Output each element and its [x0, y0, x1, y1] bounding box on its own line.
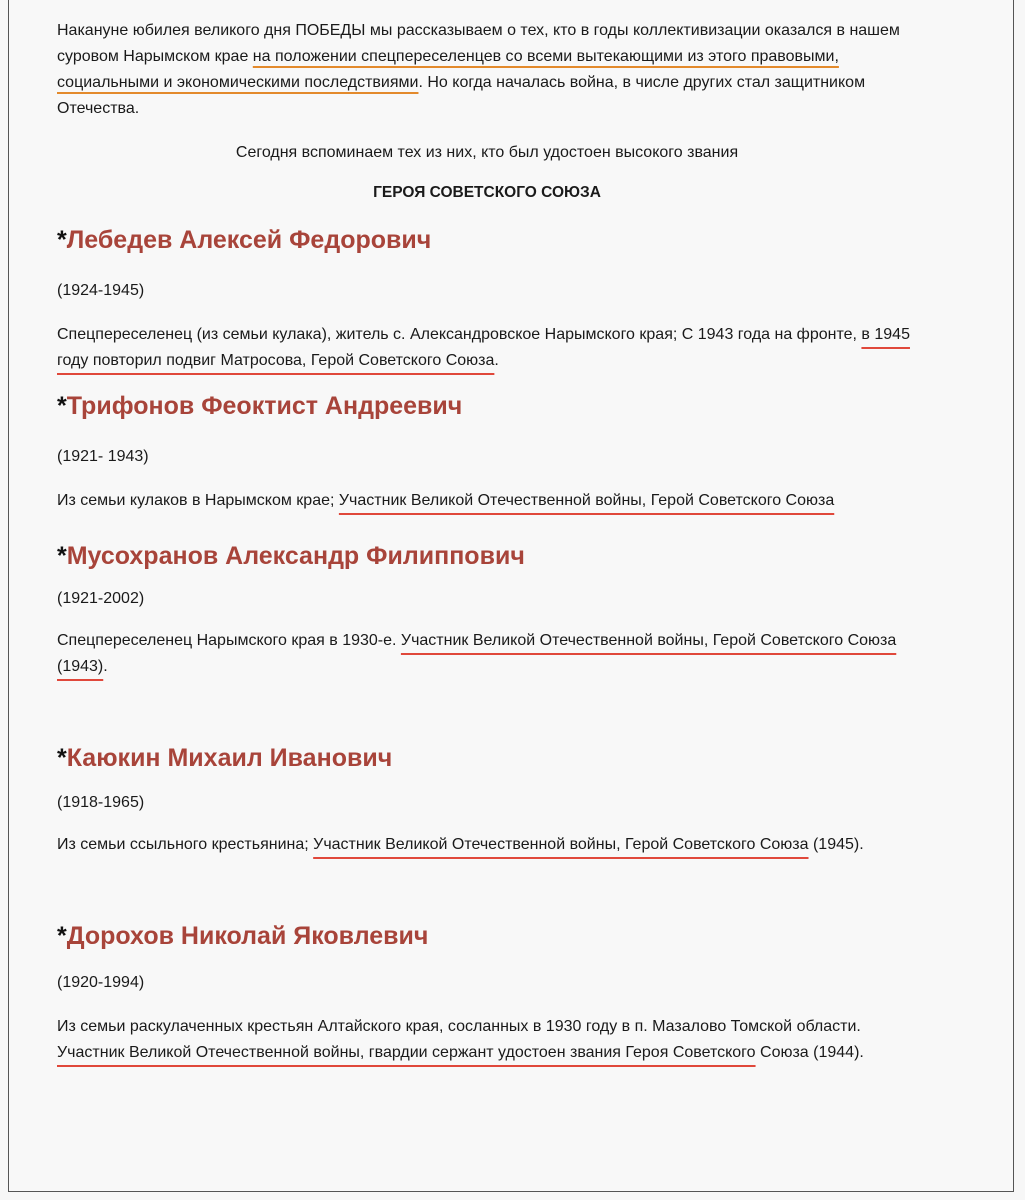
hero-bio [57, 832, 917, 858]
hero-bio-text: Из семьи раскулаченных крестьян Алтайского края, сосланных в 1930 году в п. Мазалово Томской области. [57, 1018, 861, 1035]
hero-name [57, 920, 917, 952]
hero-entry [57, 390, 917, 514]
hero-bio [57, 1014, 917, 1066]
intro-text-start: Накануне юбилея великого дня ПОБЕДЫ мы рассказываем о тех, кто в годы коллективизации оказался в нашем суровом Нарымском крае [57, 22, 900, 65]
hero-name [57, 540, 917, 572]
hero-name-text: Дорохов Николай Яковлевич [66, 922, 429, 950]
hero-name-text: Трифонов Феоктист Андреевич [66, 392, 463, 420]
hero-bio-text: Из семьи ссыльного крестьянина; [57, 836, 314, 853]
hero-bio [57, 628, 917, 680]
star-marker: * [57, 392, 67, 420]
document-body [57, 18, 917, 1066]
intro-text-end: . Но когда началась война, в числе других стал защитником Отечества. [57, 74, 866, 117]
hero-years: (1921- 1943) [57, 448, 149, 465]
hero-bio-underlined: Участник Великой Отечественной войны, Герой Советского Союза [313, 836, 809, 853]
hero-name [57, 742, 917, 774]
hero-years: (1921-2002) [57, 590, 145, 607]
hero-bio [57, 322, 917, 374]
hero-name [57, 390, 917, 422]
hero-entry [57, 920, 917, 1066]
hero-name [57, 224, 917, 256]
hero-entry [57, 540, 917, 680]
hero-bio-text: Спецпереселенец (из семьи кулака), житель с. Александровское Нарымского края; С 1943 года на фронте, [57, 326, 862, 343]
hero-bio-underlined: в 1945 году повторил подвиг Матросова, Герой Советского Союза [57, 326, 910, 369]
hero-name-text: Лебедев Алексей Федорович [66, 226, 432, 254]
hero-bio-underlined: Участник Великой Отечественной войны, гвардии сержант удостоен звания Героя Советского [57, 1044, 756, 1061]
hero-bio-tail: . [494, 352, 499, 369]
hero-bio-tail: . [103, 658, 108, 675]
hero-bio-underlined: Участник Великой Отечественной войны, Герой Советского Союза [338, 492, 835, 509]
hero-bio-text: Спецпереселенец Нарымского края в 1930-е. [57, 632, 401, 649]
star-marker: * [57, 226, 67, 254]
hero-bio-tail: (1945). [808, 836, 864, 853]
hero-years: (1918-1965) [57, 794, 145, 811]
hero-name-text: Каюкин Михаил Иванович [66, 744, 393, 772]
subtitle: Сегодня вспоминаем тех из них, кто был удостоен высокого звания [235, 144, 739, 161]
star-marker: * [57, 922, 67, 950]
hero-bio-text: Из семьи кулаков в Нарымском крае; [57, 492, 339, 509]
hero-bio [57, 488, 917, 514]
hero-bio-tail: Союза (1944). [755, 1044, 864, 1061]
star-marker: * [57, 744, 67, 772]
hero-years: (1920-1994) [57, 974, 145, 991]
intro-paragraph [57, 18, 917, 122]
page-title: ГЕРОЯ СОВЕТСКОГО СОЮЗА [373, 184, 601, 201]
hero-bio-underlined: Участник Великой Отечественной войны, Герой Советского Союза (1943) [57, 632, 897, 675]
star-marker: * [57, 542, 67, 570]
hero-name-text: Мусохранов Александр Филиппович [66, 542, 525, 570]
hero-entry [57, 224, 917, 374]
intro-highlight: на положении спецпереселенцев со всеми вытекающими из этого правовыми, социальными и экономическими последствиями [57, 48, 839, 91]
hero-years: (1924-1945) [57, 282, 145, 299]
hero-entry [57, 742, 917, 858]
